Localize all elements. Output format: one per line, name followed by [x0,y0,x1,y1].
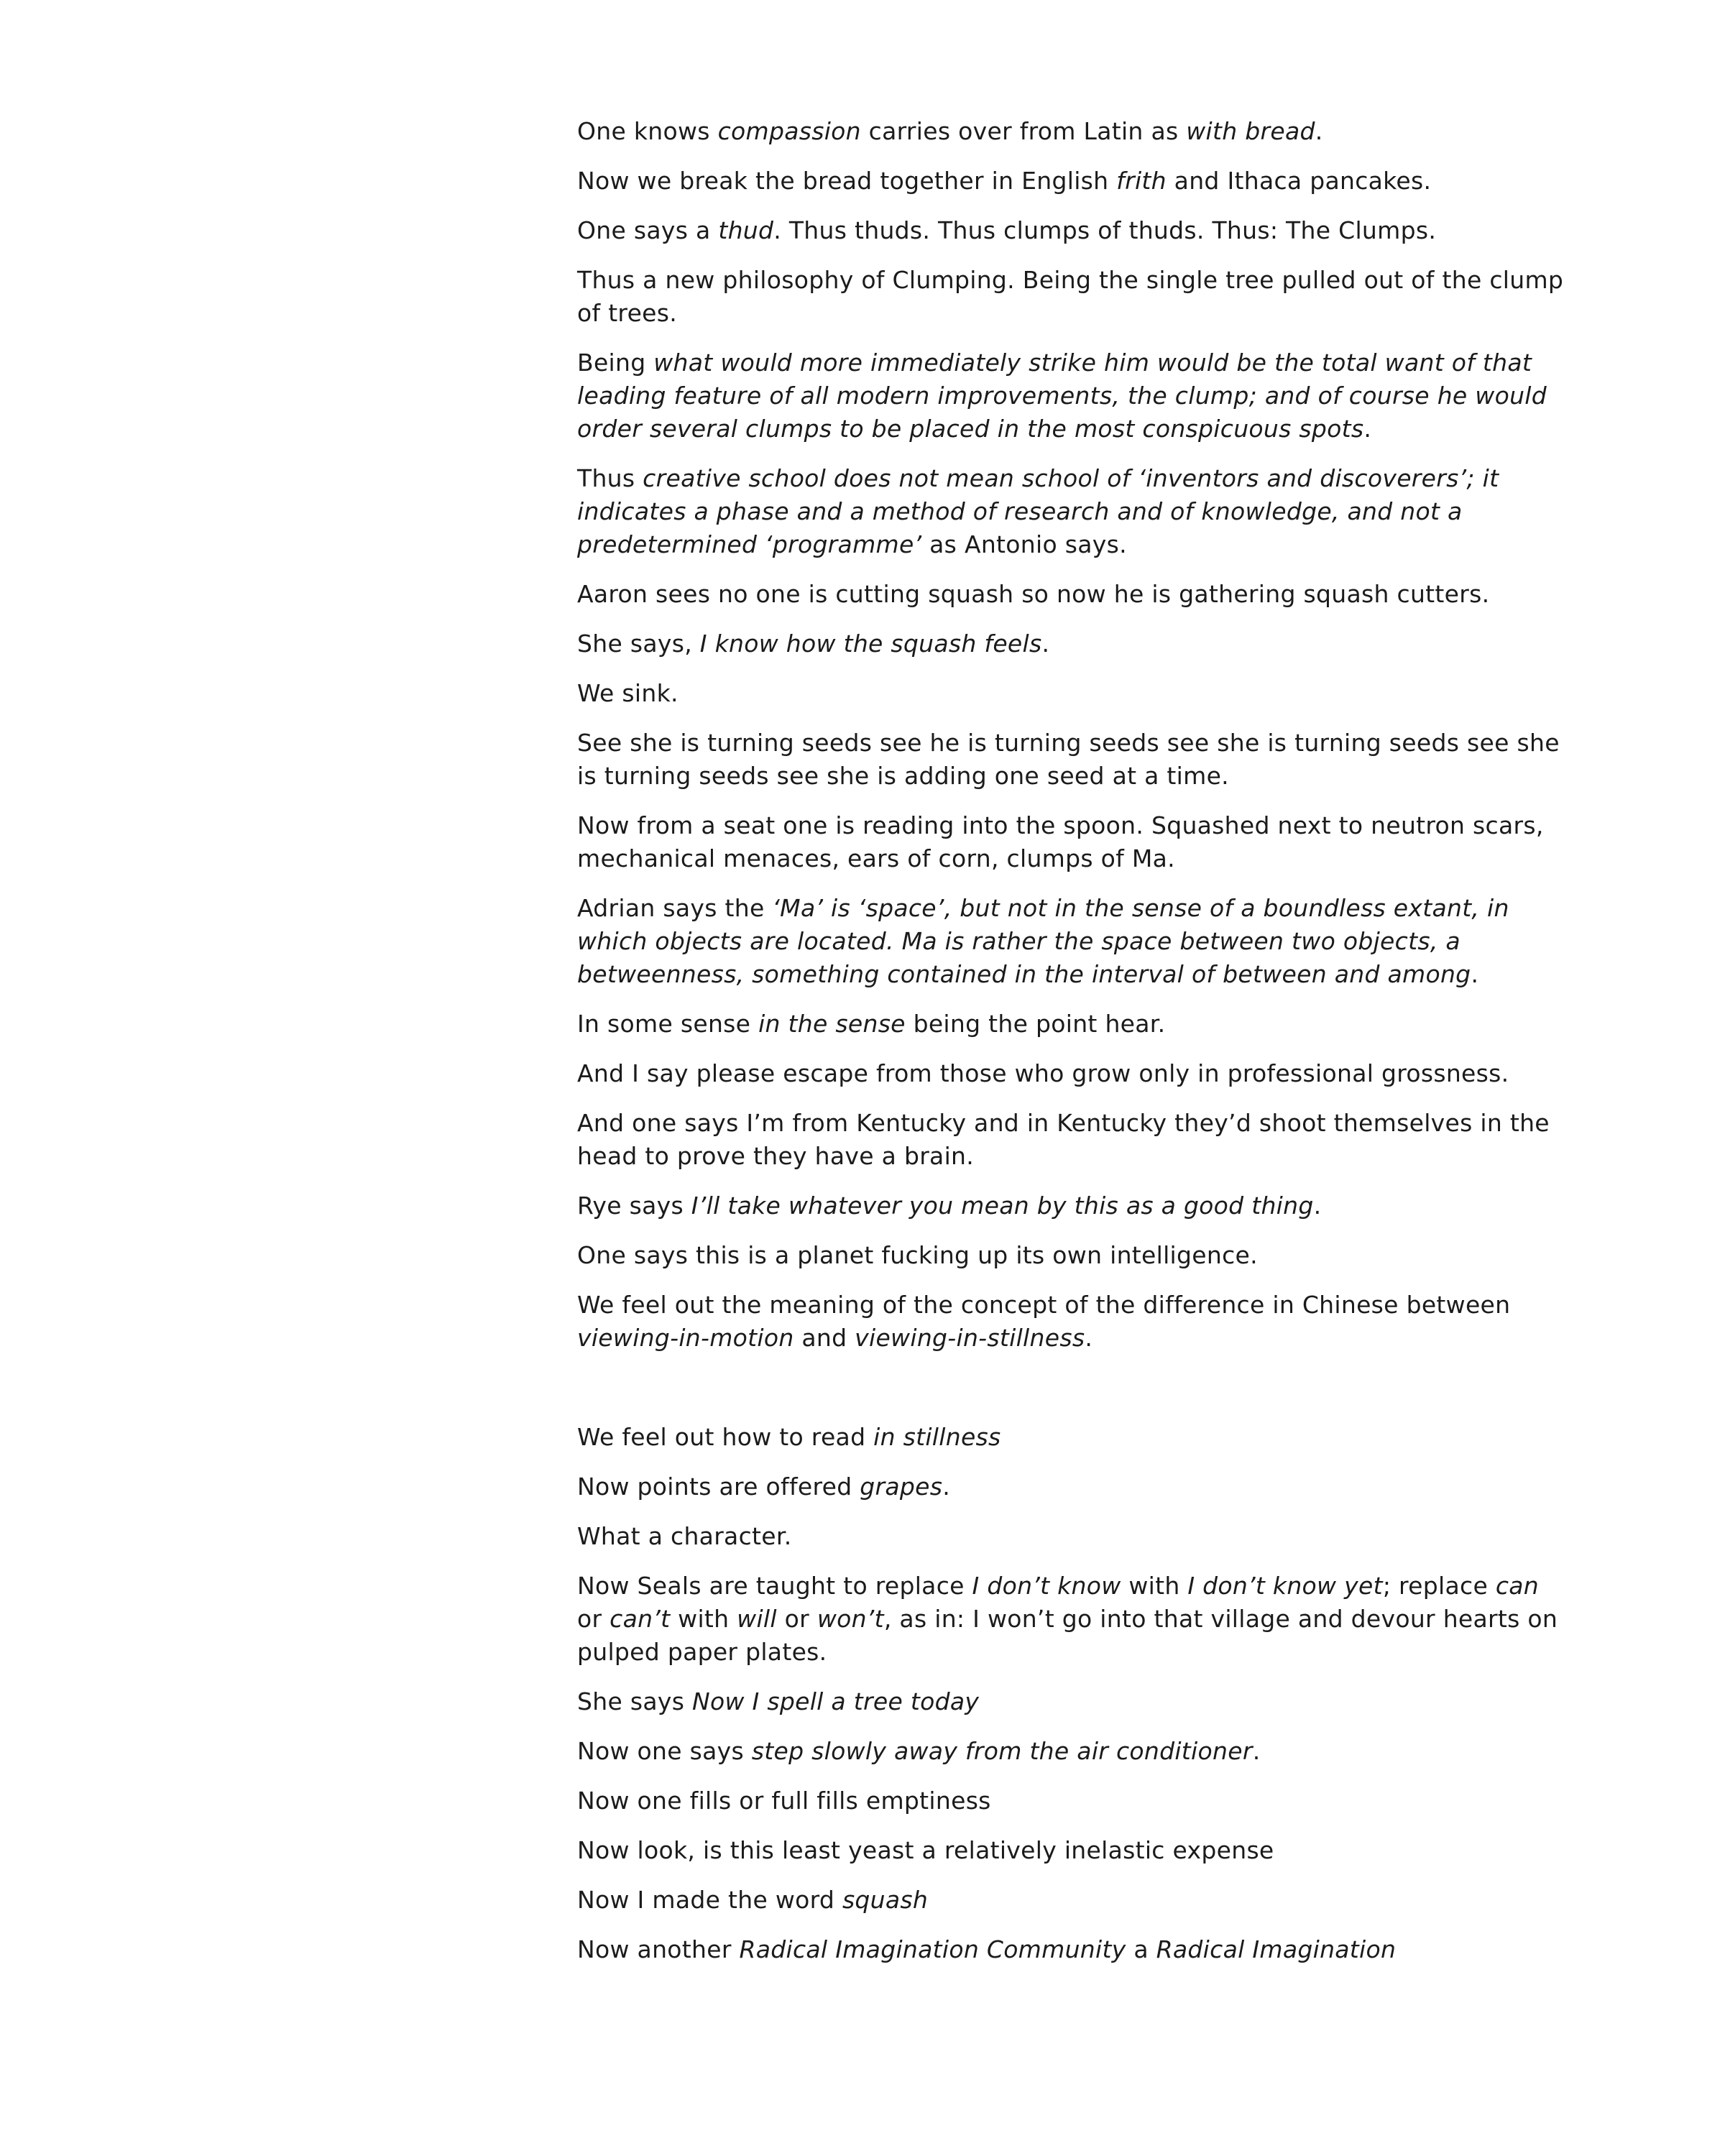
text-run: . [1315,117,1323,145]
text-run: Now another [577,1935,740,1963]
text-run: . [1252,1737,1261,1765]
italic-text: can [1495,1572,1540,1600]
text-run: Now I made the word [577,1886,842,1914]
text-run: and Ithaca pancakes. [1166,167,1432,195]
paragraph [577,346,1569,446]
italic-text: Radical Imagination Community [739,1935,1126,1963]
italic-text: viewing-in-motion [577,1324,794,1352]
paragraph [577,214,1569,247]
paragraph [577,115,1569,148]
italic-text: ‘Ma’ is ‘space’, but not in the sense of a boundless extant, in which objects are located. Ma is rather the space between two objects, a betweenness, something contained in the interval of between and among [577,894,1509,988]
italic-text: thud [718,216,774,244]
text-run: We sink. [577,679,678,707]
text-run: She says, [577,630,700,658]
paragraph [577,1470,1569,1503]
italic-text: I don’t know yet [1187,1572,1383,1600]
text-run: Aaron sees no one is cutting squash so now he is gathering squash cutters. [577,580,1490,608]
text-run: We feel out the meaning of the concept of the difference in Chinese between [577,1291,1519,1319]
text-run: She says [577,1687,692,1715]
text-run: being the point hear. [905,1010,1166,1038]
text-run: One says this is a planet fucking up its own intelligence. [577,1241,1258,1269]
text-run: carries over from Latin as [860,117,1187,145]
text-column [577,115,1569,1983]
italic-text: frith [1116,167,1167,195]
paragraph [577,1685,1569,1718]
text-run: Rye says [577,1192,691,1220]
text-run: . [1363,415,1372,443]
paragraph [577,892,1569,991]
text-run: a [1126,1935,1156,1963]
text-run: Now points are offered [577,1473,860,1501]
paragraph [577,165,1569,198]
text-run: What a character. [577,1522,792,1550]
paragraph [577,1735,1569,1768]
italic-text: can’t [610,1605,671,1633]
paragraph [577,264,1569,330]
paragraph [577,809,1569,875]
italic-text: in stillness [873,1423,1001,1451]
paragraph [577,462,1569,561]
paragraph [577,1421,1569,1454]
text-run: as Antonio says. [921,530,1127,558]
paragraph [577,677,1569,710]
text-run: Adrian says the [577,894,773,922]
paragraph [577,1189,1569,1222]
text-run: . [1041,630,1050,658]
paragraph [577,1784,1569,1818]
paragraph [577,1884,1569,1917]
paragraph [577,1008,1569,1041]
italic-text: I’ll take whatever you mean by this as a good thing [691,1192,1314,1220]
paragraph [577,578,1569,611]
text-run: or [776,1605,817,1633]
paragraph [577,1520,1569,1553]
italic-text: Now I spell a tree today [691,1687,980,1715]
italic-text: Radical Imagination [1156,1935,1397,1963]
text-run: One knows [577,117,718,145]
text-run: . [942,1473,951,1501]
text-run: Thus [577,464,643,492]
text-run: , as in: I won’t go into that village and devour hearts on pulped paper plates. [577,1605,1565,1666]
text-run: ; replace [1382,1572,1496,1600]
text-run: Now one says [577,1737,752,1765]
italic-text: with bread [1186,117,1315,145]
text-run: . [1471,960,1479,988]
italic-text: step slowly away from the air conditioner [751,1737,1253,1765]
text-run: and [794,1324,855,1352]
text-run: Now Seals are taught to replace [577,1572,972,1600]
text-run: with [670,1605,737,1633]
text-run: In some sense [577,1010,759,1038]
text-run: . [1085,1324,1093,1352]
italic-text: squash [842,1886,929,1914]
italic-text: compassion [717,117,861,145]
text-run: . Thus thuds. Thus clumps of thuds. Thus: The Clumps. [773,216,1437,244]
text-run: Thus a new philosophy of Clumping. Being the single tree pulled out of the clump of trees. [577,266,1571,327]
text-run: Being [577,349,654,377]
italic-text: viewing-in-stillness [855,1324,1085,1352]
text-run: One says a [577,216,719,244]
paragraph [577,1570,1569,1669]
italic-text: I know how the squash feels [699,630,1042,658]
italic-text: will [737,1605,777,1633]
italic-text: I don’t know [972,1572,1121,1600]
italic-text: grapes [860,1473,943,1501]
text-run: Now we break the bread together in English [577,167,1117,195]
text-run: See she is turning seeds see he is turning seeds see she is turning seeds see she is turning seeds see she is adding one seed at a time. [577,729,1568,790]
italic-text: won’t [816,1605,884,1633]
paragraph [577,1289,1569,1355]
text-run: And one says I’m from Kentucky and in Kentucky they’d shoot themselves in the head to prove they have a brain. [577,1109,1558,1170]
text-run: or [577,1572,1547,1633]
paragraph [577,1933,1569,1966]
text-run: And I say please escape from those who grow only in professional grossness. [577,1059,1509,1087]
paragraph [577,1239,1569,1272]
text-run: Now one fills or full fills emptiness [577,1787,991,1815]
paragraph [577,727,1569,793]
text-run: Now look, is this least yeast a relatively inelastic expense [577,1836,1274,1864]
text-run: with [1121,1572,1188,1600]
paragraph [577,1834,1569,1867]
text-run: We feel out how to read [577,1423,874,1451]
paragraph [577,627,1569,660]
italic-text: creative school does not mean school of ‘inventors and discoverers’; it indicates a phase and a method of research and of knowledge, and not a predetermined ‘programme’ [577,464,1499,558]
text-run: Now from a seat one is reading into the spoon. Squashed next to neutron scars, mechanical menaces, ears of corn, clumps of Ma. [577,811,1552,872]
paragraph [577,1057,1569,1090]
italic-text: what would more immediately strike him would be the total want of that leading feature of all modern improvements, the clump; and of course he would order several clumps to be placed in the most conspicuous spots [577,349,1547,443]
italic-text: in the sense [758,1010,906,1038]
paragraph [577,1107,1569,1173]
text-run: . [1313,1192,1322,1220]
